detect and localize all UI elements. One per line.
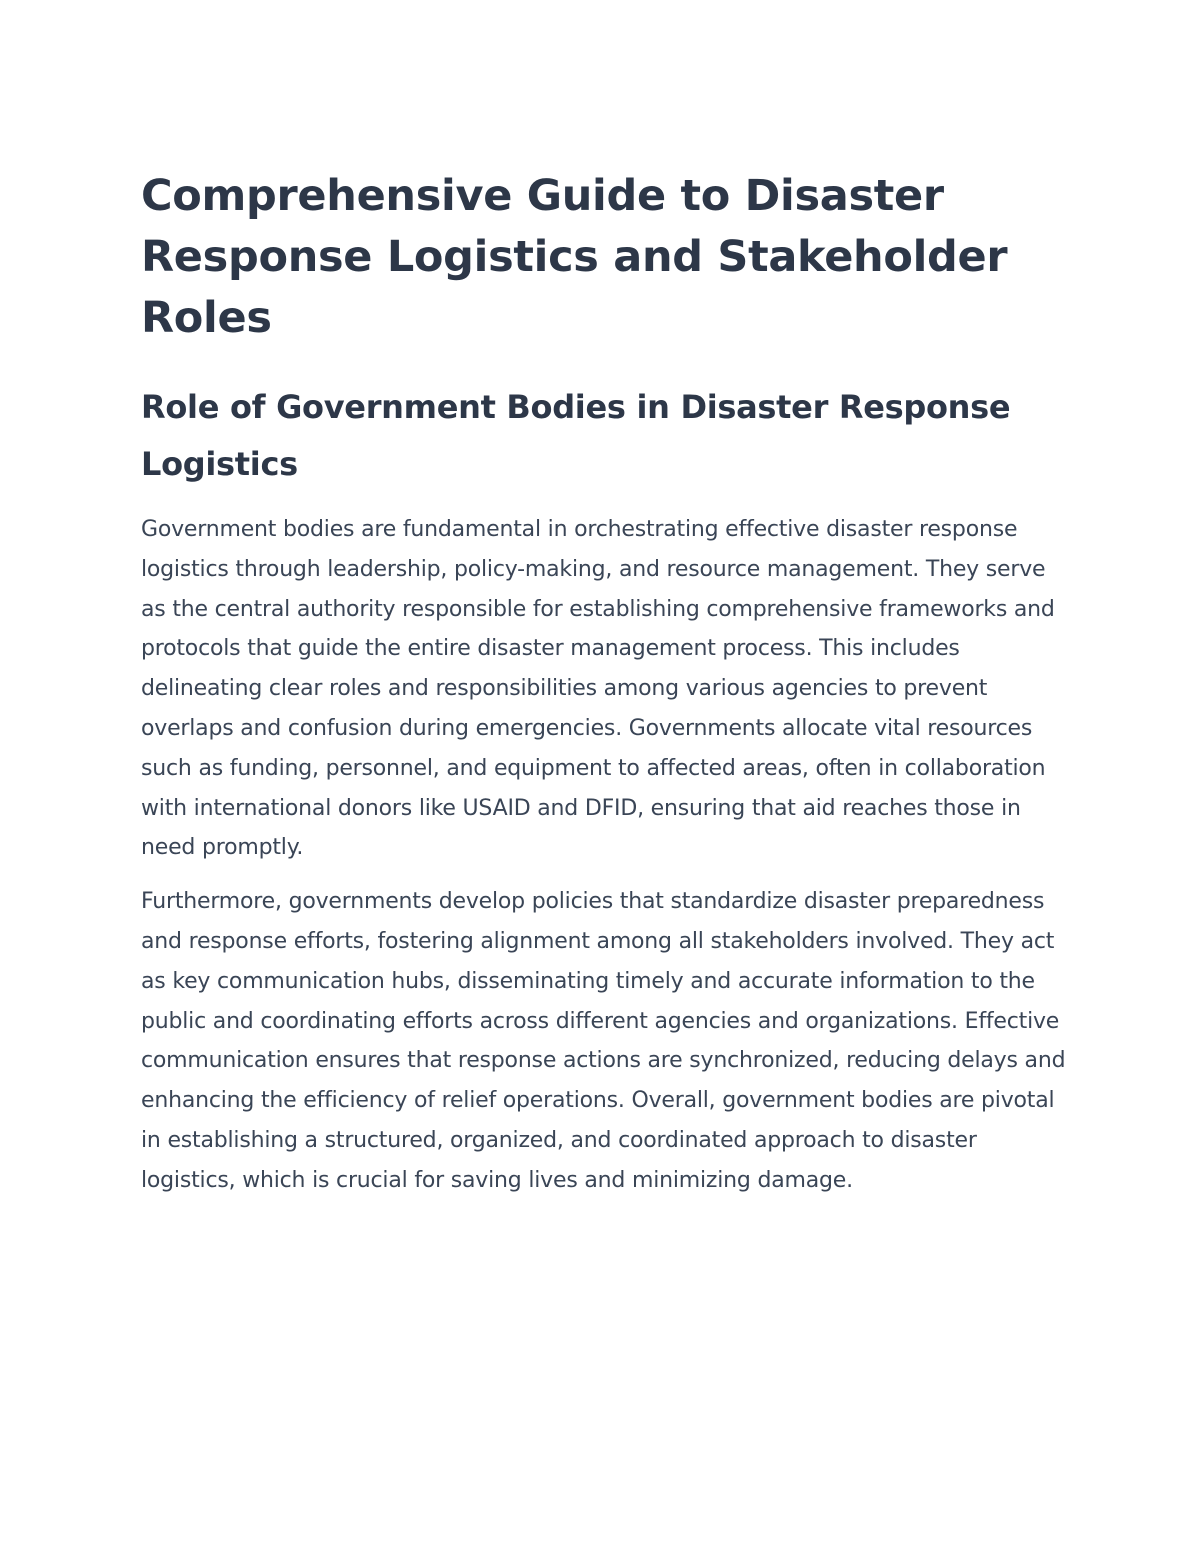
- document-title: Comprehensive Guide to Disaster Response Logistics and Stakeholder Roles: [141, 171, 1008, 343]
- body-paragraph: Furthermore, governments develop policies that standardize disaster preparedness and response efforts, fostering alignment among all stakeholders involved. They act as key communication hubs, disseminating timely and accurate information to the public and coordinating efforts across different agencies and organizations. Effective communication ensures that response actions are synchronized, reducing delays and enhancing the efficiency of relief operations. Overall, government bodies are pivotal in establishing a structured, organized, and coordinated approach to disaster logistics, which is crucial for saving lives and minimizing damage.: [141, 889, 1066, 1193]
- document-page: [141, 166, 1071, 1201]
- body-paragraph: Government bodies are fundamental in orchestrating effective disaster response logistics through leadership, policy-making, and resource management. They serve as the central authority responsible for establishing comprehensive frameworks and protocols that guide the entire disaster management process. This includes delineating clear roles and responsibilities among various agencies to prevent overlaps and confusion during emergencies. Governments allocate vital resources such as funding, personnel, and equipment to affected areas, often in collaboration with international donors like USAID and DFID, ensuring that aid reaches those in need promptly.: [141, 517, 1055, 861]
- section-heading: Role of Government Bodies in Disaster Response Logistics: [141, 388, 1011, 483]
